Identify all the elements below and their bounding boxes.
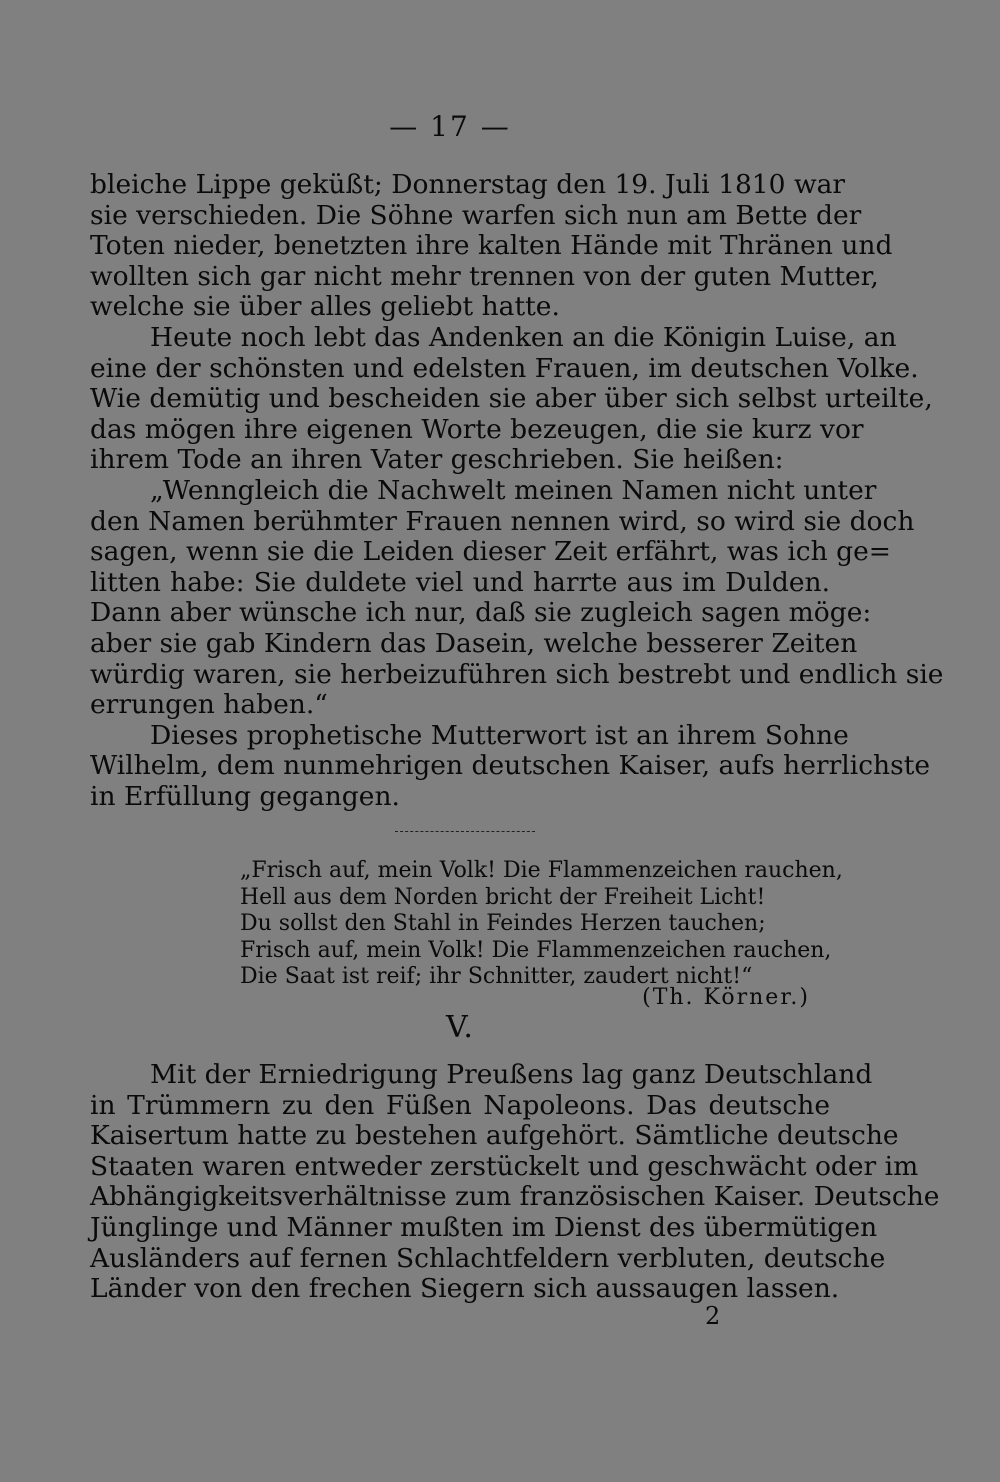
text-line: eine der schönsten und edelsten Frauen, im deutschen Volke. — [90, 352, 919, 384]
poem-line: Die Saat ist reif; ihr Schnitter, zaudert nicht!“ — [240, 964, 753, 989]
text-line: Dieses prophetische Mutterwort ist an ihrem Sohne — [150, 719, 849, 751]
text-line: aber sie gab Kindern das Dasein, welche besserer Zeiten — [90, 627, 858, 659]
text-line: „Wenngleich die Nachwelt meinen Namen nicht unter — [150, 474, 877, 506]
text-block-lower — [90, 1059, 940, 1305]
text-line: errungen haben.“ — [90, 689, 328, 721]
chapter-numeral: V. — [446, 1010, 474, 1045]
text-line: das mögen ihre eigenen Worte bezeugen, die sie kurz vor — [90, 413, 864, 445]
text-line: sagen, wenn sie die Leiden dieser Zeit erfährt, was ich ge= — [90, 536, 891, 568]
poem-line: Hell aus dem Norden bricht der Freiheit Licht! — [240, 884, 766, 910]
poem-quote — [240, 858, 843, 991]
section-separator-rule — [395, 831, 535, 832]
text-line: in Trümmern zu den Füßen Napoleons. Das deutsche — [90, 1089, 830, 1121]
text-block-upper — [90, 169, 944, 812]
text-line: Länder von den frechen Siegern sich aussaugen lassen. — [90, 1273, 840, 1305]
text-line: Dann aber wünsche ich nur, daß sie zugleich sagen möge: — [90, 597, 872, 629]
poem-attribution: (Th. Körner.) — [642, 985, 810, 1010]
text-line: ihrem Tode an ihren Vater geschrieben. Sie heißen: — [90, 444, 784, 476]
poem-line: „Frisch auf, mein Volk! Die Flammenzeichen rauchen, — [240, 858, 843, 883]
poem-line: Du sollst den Stahl in Feindes Herzen tauchen; — [240, 911, 766, 936]
text-line: welche sie über alles geliebt hatte. — [90, 291, 560, 323]
text-line: Wilhelm, dem nunmehrigen deutschen Kaiser, aufs herrlichste — [90, 750, 931, 782]
signature-mark: 2 — [705, 1302, 721, 1330]
text-line: litten habe: Sie duldete viel und harrte aus im Dulden. — [90, 566, 830, 598]
text-line: wollten sich gar nicht mehr trennen von der guten Mutter, — [90, 260, 879, 292]
text-line: bleiche Lippe geküßt; Donnerstag den 19. Juli 1810 war — [90, 169, 846, 200]
text-line: Heute noch lebt das Andenken an die Königin Luise, an — [150, 321, 897, 353]
text-line: in Erfüllung gegangen. — [90, 780, 400, 812]
text-line: Wie demütig und bescheiden sie aber über sich selbst urteilte, — [90, 383, 933, 415]
text-line: Mit der Erniedrigung Preußens lag ganz Deutschland — [150, 1059, 873, 1090]
text-line: Toten nieder, benetzten ihre kalten Hände mit Thränen und — [90, 230, 893, 262]
page-number: — 17 — — [389, 110, 511, 143]
poem-line: Frisch auf, mein Volk! Die Flammenzeichen rauchen, — [240, 937, 832, 963]
text-line: Jünglinge und Männer mußten im Dienst des übermütigen — [90, 1211, 878, 1243]
text-line: Ausländers auf fernen Schlachtfeldern verbluten, deutsche — [90, 1242, 886, 1274]
text-line: Abhängigkeitsverhältnisse zum französischen Kaiser. Deutsche — [90, 1181, 940, 1213]
text-line: Staaten waren entweder zerstückelt und geschwächt oder im — [90, 1150, 919, 1182]
text-line: würdig waren, sie herbeizuführen sich bestrebt und endlich sie — [90, 658, 944, 690]
text-line: den Namen berühmter Frauen nennen wird, so wird sie doch — [90, 505, 915, 537]
text-line: Kaisertum hatte zu bestehen aufgehört. Sämtliche deutsche — [90, 1120, 899, 1152]
text-line: sie verschieden. Die Söhne warfen sich nun am Bette der — [90, 199, 862, 231]
